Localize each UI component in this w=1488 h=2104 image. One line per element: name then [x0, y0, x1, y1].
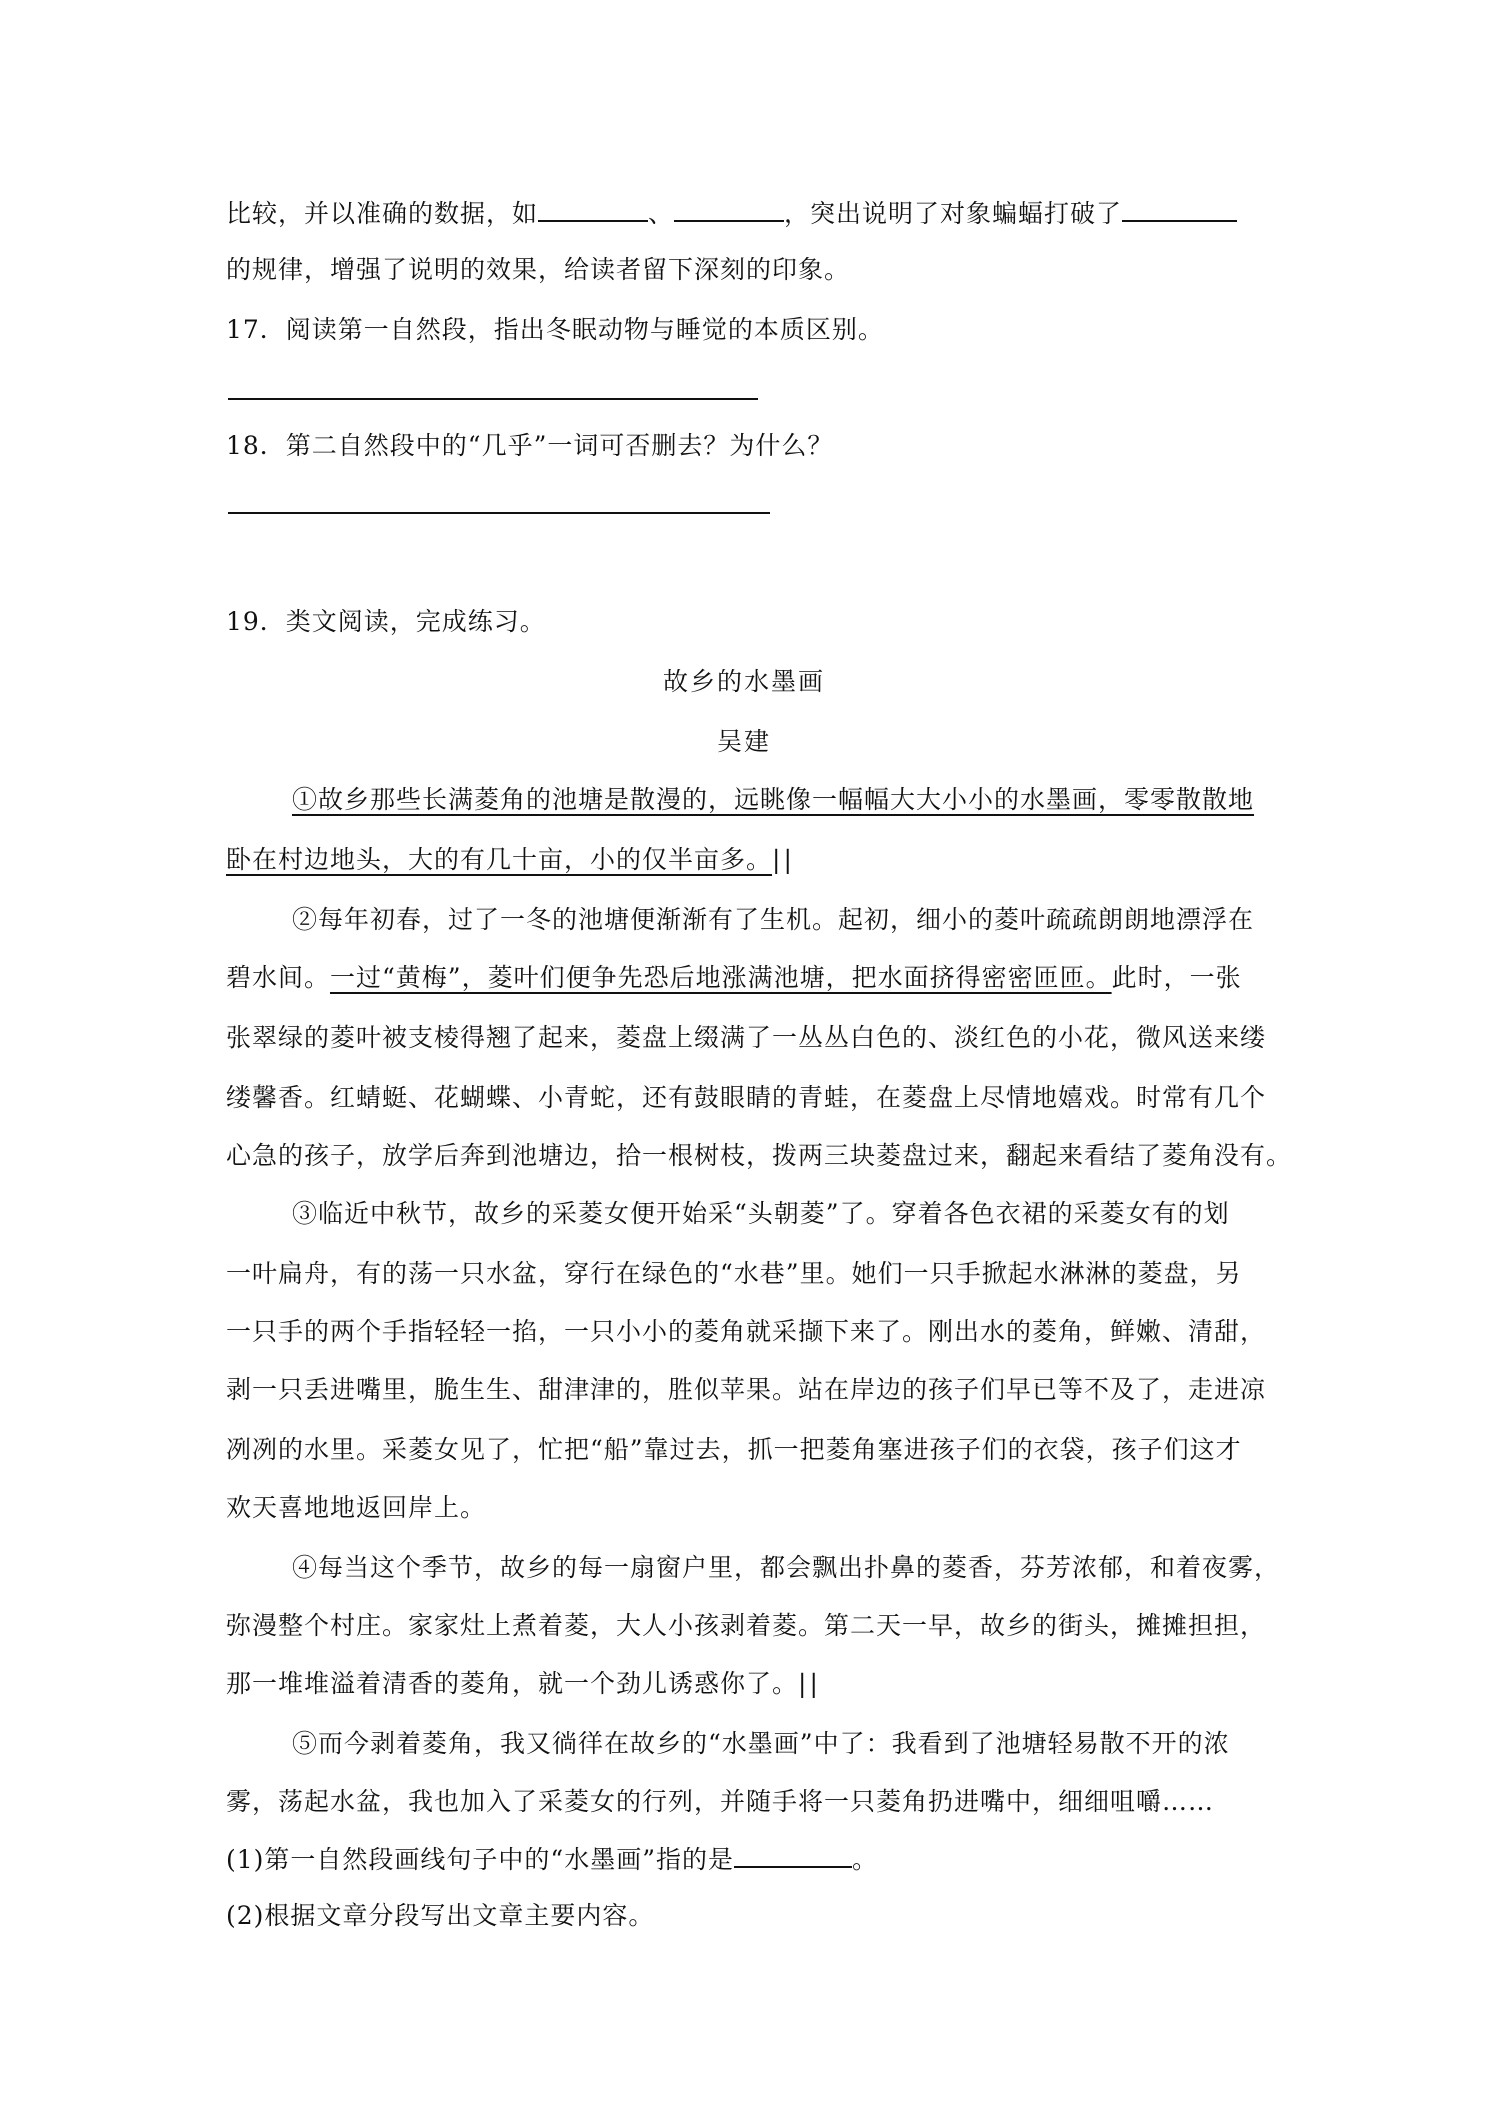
p3-line-4: 剥一只丢进嘴里，脆生生、甜津津的，胜似苹果。站在岸边的孩子们早已等不及了，走进凉 [226, 1375, 1267, 1404]
p4-line-2: 弥漫整个村庄。家家灶上煮着菱，大人小孩剥着菱。第二天一早，故乡的街头，摊摊担担， [226, 1611, 1267, 1640]
q19-question: 19．类文阅读，完成练习。 [226, 607, 546, 636]
p4-text: 那一堆堆溢着清香的菱角，就一个劲儿诱惑你了。 [226, 1669, 799, 1698]
q16-line-2: 的规律，增强了说明的效果，给读者留下深刻的印象。 [226, 255, 851, 284]
sub1-period: 。 [851, 1845, 878, 1874]
q18-question: 18．第二自然段中的“几乎”一词可否删去？为什么？ [226, 431, 834, 460]
p3-line-1: ③临近中秋节，故乡的采菱女便开始采“头朝菱”了。穿着各色衣裙的采菱女有的划 [292, 1199, 1230, 1228]
p3-line-2: 一叶扁舟，有的荡一只水盆，穿行在绿色的“水巷”里。她们一只手掀起水淋淋的菱盘，另 [226, 1259, 1242, 1288]
p1-line-1 [292, 782, 1342, 818]
section-divider-mark: || [772, 845, 795, 874]
q16-text-a: 比较，并以准确的数据，如 [226, 199, 539, 228]
answer-blank-4[interactable] [734, 1840, 852, 1868]
p4-line-3 [226, 1666, 1276, 1702]
q18-answer-line[interactable] [228, 512, 770, 514]
answer-blank-1[interactable] [538, 194, 648, 222]
p2-underlined-sentence: 一过“黄梅”，菱叶们便争先恐后地涨满池塘，把水面挤得密密匝匝。 [330, 963, 1112, 992]
answer-blank-3[interactable] [1122, 194, 1237, 222]
q19-sub-1 [226, 1840, 1276, 1878]
p2-line-3: 张翠绿的菱叶被支棱得翘了起来，菱盘上缀满了一丛丛白色的、淡红色的小花，微风送来缕 [226, 1023, 1267, 1052]
p2-text-a: 碧水间。 [226, 963, 331, 992]
p1-underlined-sentence-b: 卧在村边地头，大的有几十亩，小的仅半亩多。 [226, 845, 773, 874]
sub1-text: (1)第一自然段画线句子中的“水墨画”指的是 [226, 1845, 734, 1874]
p1-underlined-sentence-a: ①故乡那些长满菱角的池塘是散漫的，远眺像一幅幅大大小小的水墨画，零零散散地 [292, 785, 1255, 814]
p3-line-5: 冽冽的水里。采菱女见了，忙把“船”靠过去，抓一把菱角塞进孩子们的衣袋，孩子们这才 [226, 1435, 1242, 1464]
article-title: 故乡的水墨画 [662, 667, 825, 696]
p2-line-2 [226, 960, 1276, 996]
p4-line-1: ④每当这个季节，故乡的每一扇窗户里，都会飘出扑鼻的菱香，芬芳浓郁，和着夜雾， [292, 1553, 1281, 1582]
q16-line-1 [226, 194, 1276, 232]
p3-line-3: 一只手的两个手指轻轻一掐，一只小小的菱角就采撷下来了。刚出水的菱角，鲜嫩、清甜， [226, 1317, 1267, 1346]
article-author: 吴建 [716, 727, 771, 756]
q17-question: 17．阅读第一自然段，指出冬眠动物与睡觉的本质区别。 [226, 315, 884, 344]
p1-line-2 [226, 842, 1276, 878]
q17-answer-line[interactable] [228, 398, 758, 400]
q16-text-b: ，突出说明了对象蝙蝠打破了 [784, 199, 1123, 228]
p5-line-1: ⑤而今剥着菱角，我又徜徉在故乡的“水墨画”中了：我看到了池塘轻易散不开的浓 [292, 1729, 1230, 1758]
answer-blank-2[interactable] [674, 194, 784, 222]
p2-line-5: 心急的孩子，放学后奔到池塘边，拾一根树枝，拨两三块菱盘过来，翻起来看结了菱角没有。 [226, 1141, 1293, 1170]
p3-line-6: 欢天喜地地返回岸上。 [226, 1493, 487, 1522]
p2-line-4: 缕馨香。红蜻蜓、花蝴蝶、小青蛇，还有鼓眼睛的青蛙，在菱盘上尽情地嬉戏。时常有几个 [226, 1083, 1267, 1112]
q19-sub-2: (2)根据文章分段写出文章主要内容。 [226, 1901, 655, 1930]
section-divider-mark: || [798, 1669, 821, 1698]
p2-text-b: 此时，一张 [1111, 963, 1242, 992]
p2-line-1: ②每年初春，过了一冬的池塘便渐渐有了生机。起初，细小的菱叶疏疏朗朗地漂浮在 [292, 905, 1255, 934]
p5-line-2: 雾，荡起水盆，我也加入了采菱女的行列，并随手将一只菱角扔进嘴中，细细咀嚼…… [226, 1787, 1215, 1816]
q16-separator: 、 [648, 199, 675, 228]
